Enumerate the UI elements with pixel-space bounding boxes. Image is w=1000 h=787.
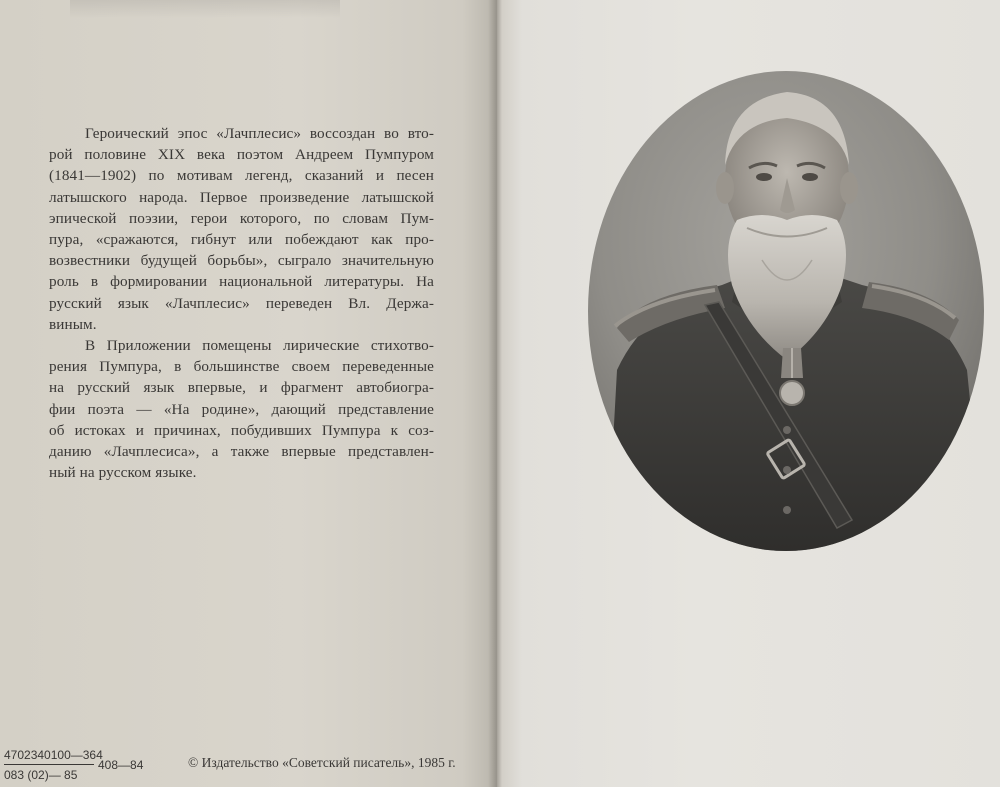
portrait-photo: [587, 70, 985, 552]
text-line: латышского народа. Первое произведение латышской: [49, 188, 434, 206]
text-line: русский язык «Лачплесис» переведен Вл. Держа-: [49, 294, 434, 312]
bleed-through-shadow: [70, 0, 340, 18]
text-line: пура, «сражаются, гибнут или побеждают как про-: [49, 231, 434, 249]
text-line: виным.: [49, 315, 97, 333]
text-line: В Приложении помещены лирические стихотво-: [85, 337, 434, 355]
portrait-photo-icon: [587, 70, 985, 552]
text-line: об истоках и причинах, побудивших Пумпура к соз-: [49, 421, 434, 439]
text-line: возвестники будущей борьбы», сыграло значительную: [49, 252, 434, 270]
bib-numerator: 4702340100—364: [4, 748, 94, 765]
bib-fraction: [4, 748, 103, 782]
bib-denominator: 083 (02)— 85: [4, 768, 78, 782]
book-gutter: [488, 0, 502, 787]
text-line: эпической поэзии, герои которого, по словам Пум-: [49, 209, 434, 227]
text-line: фии поэта — «На родине», дающий представление: [49, 400, 434, 418]
annotation-text: [49, 123, 434, 483]
text-line: на русский язык впервые, и фрагмент автобиогра-: [49, 379, 434, 397]
text-line: рой половине XIX века поэтом Андреем Пумпуром: [49, 146, 434, 164]
text-line: данию «Лачплесиса», а также впервые представлен-: [49, 443, 434, 461]
paragraph-2: [49, 335, 434, 483]
text-line: рения Пумпура, в большинстве своем переведенные: [49, 358, 434, 376]
left-page: [0, 0, 497, 787]
copyright-line: © Издательство «Советский писатель», 1985 г.: [188, 755, 456, 770]
text-line: (1841—1902) по мотивам легенд, сказаний и песен: [49, 167, 434, 185]
text-line: Героический эпос «Лачплесис» воссоздан во вто-: [85, 125, 434, 142]
bib-code: 408—84: [98, 758, 144, 772]
text-line: ный на русском языке.: [49, 464, 197, 482]
text-line: роль в формировании национальной литературы. На: [49, 273, 434, 291]
paragraph-1: [49, 123, 434, 335]
